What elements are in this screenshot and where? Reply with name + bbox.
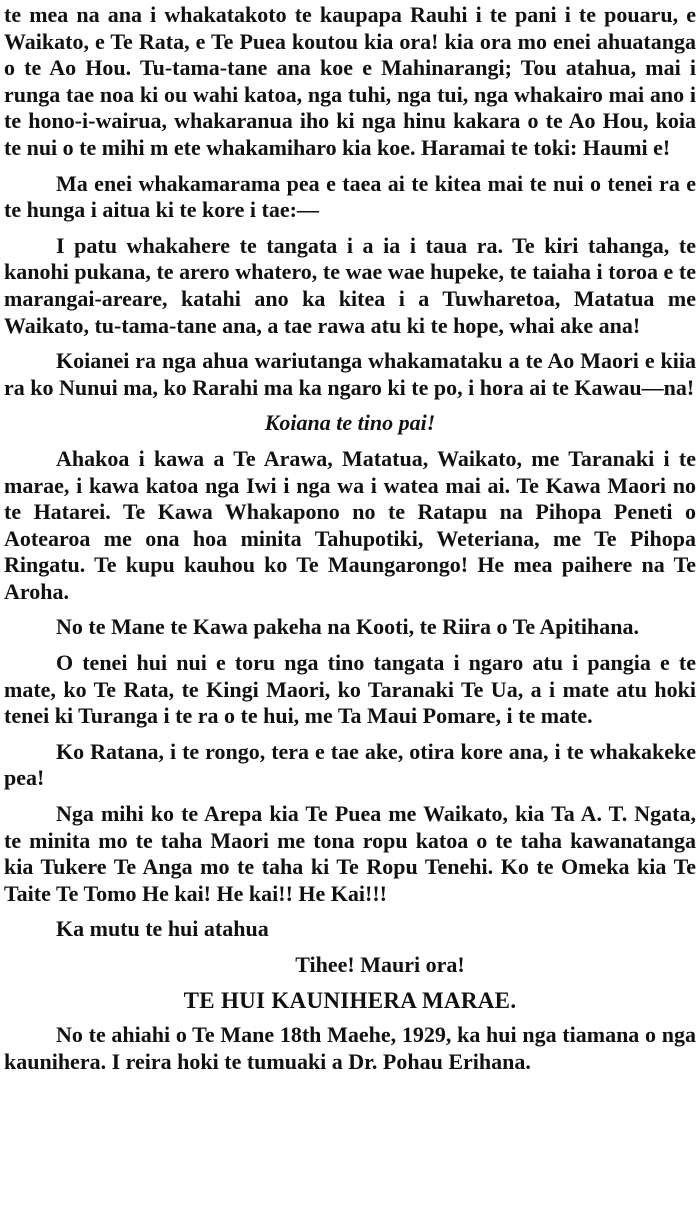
paragraph-7: O tenei hui nui e toru nga tino tangata i ngaro atu i pangia e te mate, ko Te Rata, te Kingi Maori, ko Taranaki Te Ua, a i mate atu hoki tenei ki Turanga i te ra o te hui, me Ta Maui Pomare, i te mate. xyxy=(4,650,696,729)
document-page xyxy=(4,2,696,1084)
paragraph-8: Ko Ratana, i te rongo, tera e tae ake, otira kore ana, i te whakakeke pea! xyxy=(4,738,696,791)
signoff: Tihee! Mauri ora! xyxy=(295,952,465,977)
paragraph-9: Nga mihi ko te Arepa kia Te Puea me Waikato, kia Ta A. T. Ngata, te minita mo te taha Maori me tona ropu katoa o te taha kawanatanga kia Tukere Te Anga mo te taha ki Te Ropu Tenehi. Ko te Omeka kia Te Taite Te Tomo He kai! He kai!! He Kai!!! xyxy=(4,801,696,906)
paragraph-4: Koianei ra nga ahua wariutanga whakamataku a te Ao Maori e kiia ra ko Nunui ma, ko Rarahi ma ka ngaro ki te po, i hora ai te Kawau—na! xyxy=(4,348,696,400)
section-paragraph: No te ahiahi o Te Mane 18th Maehe, 1929, ka hui nga tiamana o nga kaunihera. I reira hoki te tumuaki a Dr. Pohau Erihana. xyxy=(4,1022,696,1074)
paragraph-1: te mea na ana i whakatakoto te kaupapa Rauhi i te pani i te pouaru, e Waikato, e Te Rata, e Te Puea koutou kia ora! kia ora mo enei ahuatanga o te Ao Hou. Tu-tama-tane ana koe e Mahinarangi; Tou atahua, mai i runga tae noa ki ou wahi katoa, nga tuhi, nga tui, nga whakairo mai ano i te hono-i-wairua, whakaranua iho ki nga hinu kakara o te Ao Hou, koia te nui o te mihi m ete whakamiharo kia koe. Haramai te toki: Haumi e! xyxy=(4,2,696,160)
paragraph-2: Ma enei whakamarama pea e taea ai te kitea mai te nui o tenei ra e te hunga i aitua ki te kore i tae:— xyxy=(4,170,696,223)
paragraph-6: No te Mane te Kawa pakeha na Kooti, te Riira o Te Apitihana. xyxy=(56,614,640,640)
paragraph-5: Ahakoa i kawa a Te Arawa, Matatua, Waikato, me Taranaki i te marae, i kawa katoa nga Iwi i nga wa i watea mai ai. Te Kawa Maori no te Hatarei. Te Kawa Whakapono no te Ratapu na Pihopa Peneti o Aotearoa me ona hoa minita Tahupotiki, Weteriana, me Te Pihopa Ringatu. Te kupu kauhou ko Te Maungarongo! He mea paihere na Te Aroha. xyxy=(4,445,696,604)
closing-line: Ka mutu te hui atahua xyxy=(56,916,269,942)
subheading: Koiana te tino pai! xyxy=(264,410,436,436)
paragraph-3: I patu whakahere te tangata i a ia i taua ra. Te kiri tahanga, te kanohi pukana, te arero whatero, te wae wae hupeke, te taiaha i toroa e te marangai-areare, katahi ano ka kitea i a Tuwharetoa, Matatua me Waikato, tu-tama-tane ana, a tae rawa atu ki te hope, whai ake ana! xyxy=(4,232,696,338)
section-title: TE HUI KAUNIHERA MARAE. xyxy=(183,987,517,1013)
